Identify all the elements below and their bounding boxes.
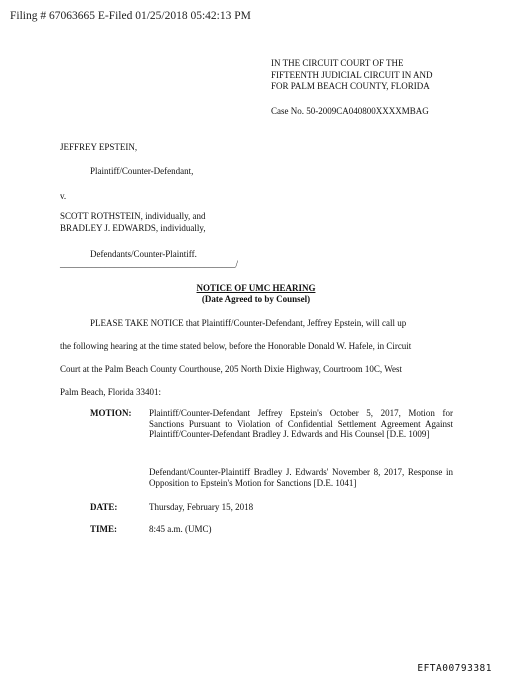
date-value: Thursday, February 15, 2018 — [149, 502, 254, 512]
court-line-2: FIFTEENTH JUDICIAL CIRCUIT IN AND — [271, 69, 433, 80]
case-number: Case No. 50-2009CA040800XXXXMBAG — [271, 106, 429, 116]
court-line-1: IN THE CIRCUIT COURT OF THE — [271, 58, 404, 68]
time-label: TIME: — [90, 524, 117, 534]
court-caption — [271, 58, 453, 93]
response-text: Defendant/Counter-Plaintiff Bradley J. Edwards' November 8, 2017, Response in Opposition to Epstein's Motion for Sanctions [D.E. 1041] — [149, 467, 453, 488]
body-line-2: the following hearing at the time stated below, before the Honorable Donald W. Hafele, in Circuit — [60, 341, 412, 351]
document-id: EFTA00793381 — [417, 663, 492, 674]
court-line-3: FOR PALM BEACH COUNTY, FLORIDA — [271, 81, 430, 91]
motion-label: MOTION: — [90, 408, 132, 418]
versus: v. — [60, 191, 67, 201]
date-label: DATE: — [90, 502, 118, 512]
motion-text: Plaintiff/Counter-Defendant Jeffrey Epstein's October 5, 2017, Motion for Sanctions Pursuant to Violation of Confidential Settlement Agreement Against Plaintiff/Counter-Defendant Bradley J. Edwards and His Counsel [D.E. 1009] — [149, 408, 453, 439]
plaintiff-role: Plaintiff/Counter-Defendant, — [90, 166, 194, 176]
body-line-4: Palm Beach, Florida 33401: — [60, 387, 161, 397]
notice-title-text: NOTICE OF UMC HEARING — [196, 283, 316, 293]
body-line-1: PLEASE TAKE NOTICE that Plaintiff/Counter-Defendant, Jeffrey Epstein, will call up — [90, 318, 407, 328]
defendant-1: SCOTT ROTHSTEIN, individually, and — [60, 211, 206, 221]
time-value: 8:45 a.m. (UMC) — [149, 524, 212, 534]
plaintiff-name: JEFFREY EPSTEIN, — [60, 142, 138, 152]
filing-header: Filing # 67063665 E-Filed 01/25/2018 05:42:13 PM — [10, 10, 251, 22]
body-line-3: Court at the Palm Beach County Courthouse, 205 North Dixie Highway, Courtroom 10C, West — [60, 364, 402, 374]
notice-title — [0, 283, 512, 293]
defendant-role: Defendants/Counter-Plaintiff. — [90, 249, 197, 259]
notice-subtitle: (Date Agreed to by Counsel) — [201, 294, 311, 304]
caption-end-line: _______________________________________/ — [60, 259, 239, 269]
defendant-2: BRADLEY J. EDWARDS, individually, — [60, 223, 206, 233]
